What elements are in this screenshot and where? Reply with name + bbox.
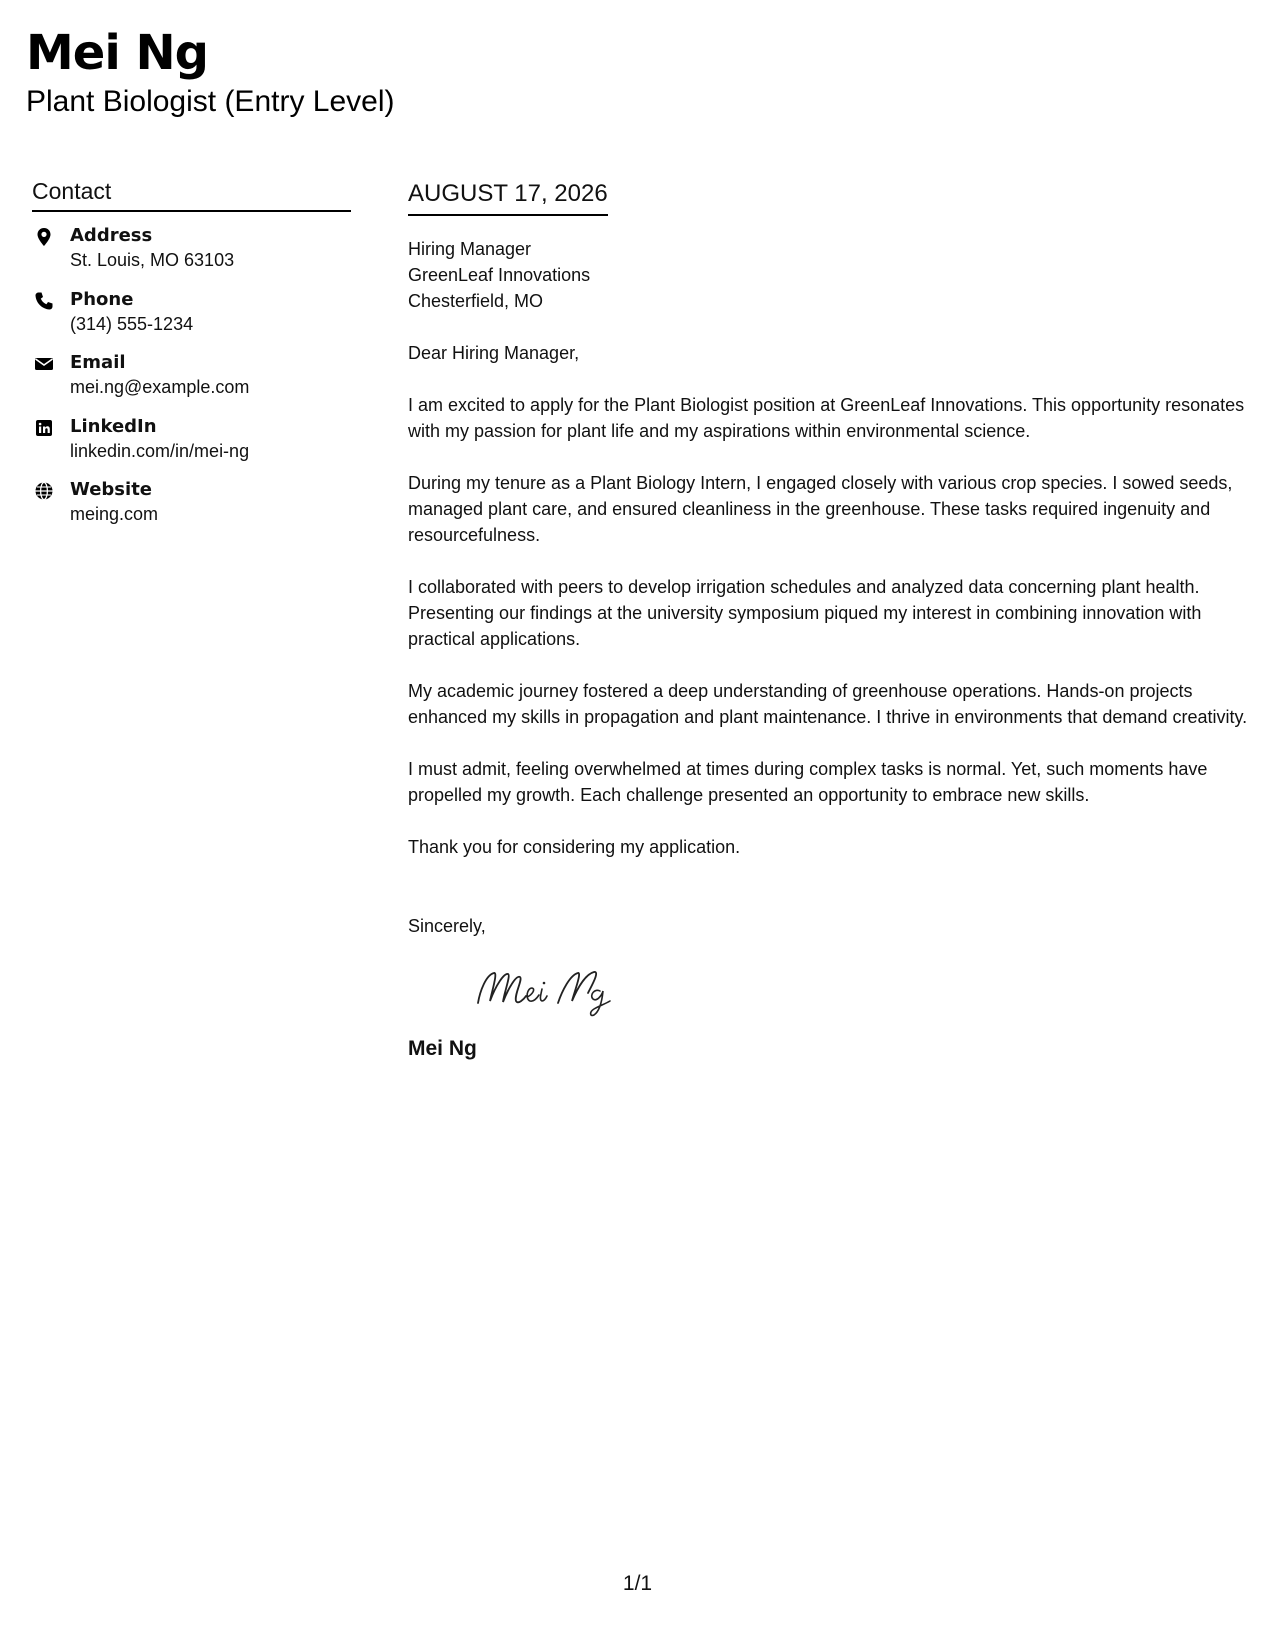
contact-label: Email — [70, 352, 126, 373]
recipient-line: Hiring Manager — [408, 239, 532, 259]
page-number: 1/1 — [622, 1572, 653, 1595]
contact-item-address — [32, 224, 351, 288]
contact-value: mei.ng@example.com — [70, 377, 250, 397]
signer-name: Mei Ng — [408, 1037, 477, 1060]
contact-value: meing.com — [70, 504, 159, 524]
contact-sidebar — [32, 176, 351, 542]
letter-paragraph: I collaborated with peers to develop irrigation schedules and analyzed data concerning plant health. Presenting our findings at the university symposium piqued my interest in combining innovation with practical applications. — [408, 577, 1202, 649]
letter-paragraph: Thank you for considering my application. — [408, 837, 741, 857]
contact-label: Address — [70, 225, 153, 246]
contact-item-email — [32, 351, 351, 415]
letter-date: AUGUST 17, 2026 — [408, 178, 608, 216]
contact-list — [32, 224, 351, 542]
letter-paragraph: I am excited to apply for the Plant Biologist position at GreenLeaf Innovations. This opportunity resonates with my passion for plant life and my aspirations within environmental science. — [408, 395, 1245, 441]
contact-label: Website — [70, 479, 153, 500]
letter-paragraph: During my tenure as a Plant Biology Intern, I engaged closely with various crop species. I sowed seeds, managed plant care, and ensured cleanliness in the greenhouse. These tasks required ingenuity and resourcefulness. — [408, 473, 1233, 545]
applicant-title: Plant Biologist (Entry Level) — [26, 85, 395, 118]
envelope-icon — [34, 354, 54, 374]
recipient-line: GreenLeaf Innovations — [408, 265, 591, 285]
phone-icon — [34, 291, 54, 311]
letter-closing: Sincerely, — [408, 916, 486, 936]
letter-greeting: Dear Hiring Manager, — [408, 343, 580, 363]
map-pin-icon — [34, 227, 54, 247]
contact-value: linkedin.com/in/mei-ng — [70, 440, 250, 461]
recipient-line: Chesterfield, MO — [408, 291, 544, 311]
contact-item-website — [32, 478, 351, 542]
cover-letter — [408, 178, 1253, 1063]
contact-item-linkedin — [32, 415, 351, 479]
globe-icon — [34, 481, 54, 501]
letter-paragraph: My academic journey fostered a deep understanding of greenhouse operations. Hands-on projects enhanced my skills in propagation and plant maintenance. I thrive in environments that demand creativity. — [408, 681, 1248, 727]
contact-item-phone — [32, 288, 351, 352]
contact-heading: Contact — [32, 176, 351, 212]
applicant-name: Mei Ng — [26, 25, 209, 81]
linkedin-icon — [34, 418, 54, 438]
contact-label: LinkedIn — [70, 415, 157, 437]
contact-value: St. Louis, MO 63103 — [70, 250, 235, 270]
contact-value: (314) 555-1234 — [70, 313, 194, 334]
contact-label: Phone — [70, 288, 134, 310]
signature-image — [472, 961, 1253, 1021]
letter-paragraph: I must admit, feeling overwhelmed at times during complex tasks is normal. Yet, such moments have propelled my growth. Each challenge presented an opportunity to embrace new skills. — [408, 759, 1208, 805]
recipient-block — [408, 236, 1253, 314]
signature-drawing — [472, 961, 632, 1021]
header — [26, 22, 395, 120]
